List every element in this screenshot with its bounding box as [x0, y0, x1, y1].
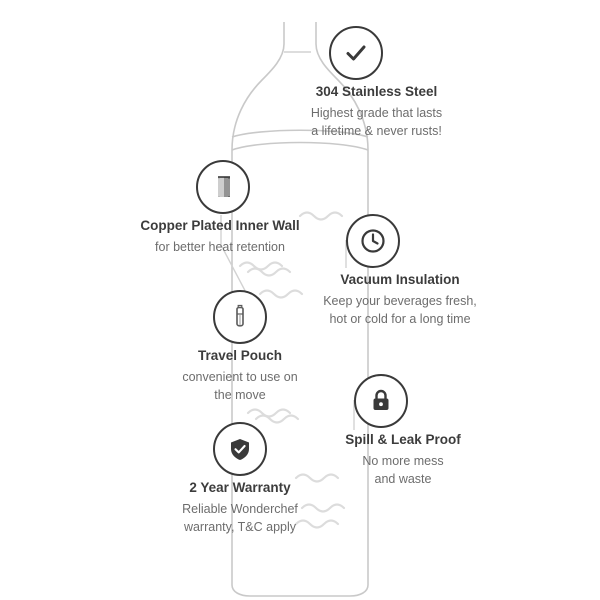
- feature-title: Spill & Leak Proof: [345, 432, 461, 447]
- feature-desc-line2: a lifetime & never rusts!: [311, 124, 442, 138]
- feature-desc: [318, 452, 488, 488]
- clock-icon: [346, 214, 400, 268]
- feature-desc: [155, 368, 325, 404]
- feature-title: 2 Year Warranty: [189, 480, 291, 495]
- lock-icon: [354, 374, 408, 428]
- copper-wall-glyph: [208, 172, 238, 202]
- feature-desc-line1: convenient to use on: [182, 369, 298, 384]
- feature-title: Vacuum Insulation: [340, 272, 460, 287]
- check-glyph: [341, 38, 371, 68]
- feature-title: Copper Plated Inner Wall: [140, 218, 300, 233]
- feature-desc-line1: Keep your beverages fresh,: [323, 293, 477, 308]
- copper-wall-icon: [196, 160, 250, 214]
- travel-pouch-glyph: [225, 302, 255, 332]
- shield-icon: [213, 422, 267, 476]
- feature-desc-line1: Reliable Wonderchef: [182, 501, 298, 516]
- feature-desc: [150, 500, 330, 536]
- check-icon: [329, 26, 383, 80]
- feature-desc-line2: the move: [214, 388, 266, 402]
- feature-desc: [284, 104, 469, 140]
- feature-desc-line1: Highest grade that lasts: [310, 105, 443, 120]
- feature-desc-line2: hot or cold for a long time: [329, 312, 471, 326]
- feature-title: Travel Pouch: [197, 348, 283, 363]
- feature-title: 304 Stainless Steel: [315, 84, 438, 99]
- feature-desc: for better heat retention: [155, 239, 285, 254]
- feature-desc-line2: and waste: [374, 472, 432, 486]
- feature-desc: [300, 292, 500, 328]
- travel-pouch-icon: [213, 290, 267, 344]
- feature-desc-line2: warranty, T&C apply: [183, 520, 297, 534]
- shield-glyph: [225, 434, 255, 464]
- lock-glyph: [366, 386, 396, 416]
- feature-desc-line1: No more mess: [362, 453, 444, 468]
- clock-glyph: [358, 226, 388, 256]
